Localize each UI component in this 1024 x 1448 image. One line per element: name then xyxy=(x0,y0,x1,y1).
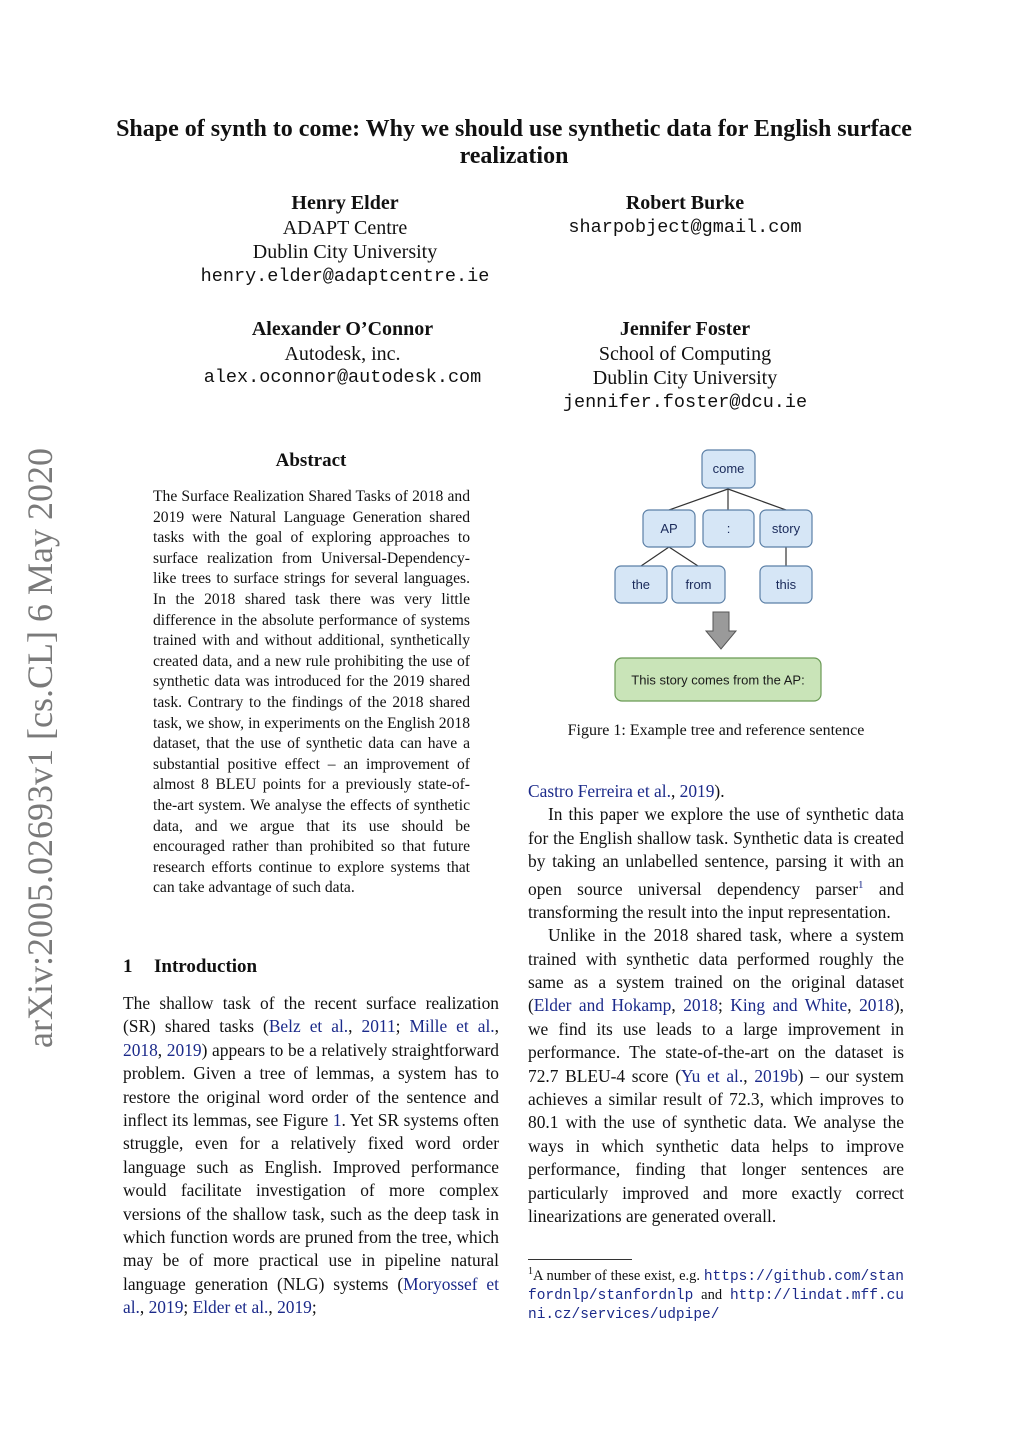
node-label: : xyxy=(726,521,731,536)
text-run: ; xyxy=(183,1297,193,1318)
tree-node-colon xyxy=(703,510,754,547)
text-run: ; xyxy=(717,995,731,1016)
footnote-ref-link[interactable]: 1 xyxy=(858,878,864,891)
figure-1-tree-diagram xyxy=(605,446,845,706)
author-affiliation: ADAPT Centre xyxy=(282,216,408,239)
author-affiliation: School of Computing xyxy=(598,342,772,365)
author-block-jennifer-foster xyxy=(540,317,830,415)
citation-year-link[interactable]: 2018 xyxy=(123,1039,158,1060)
tree-node-ap xyxy=(643,510,695,547)
citation-year-link[interactable]: 2018 xyxy=(683,995,718,1016)
text-run: , xyxy=(847,995,860,1016)
text-run: ; xyxy=(395,1016,410,1037)
text-run: The shallow task of the recent surface realization (SR) shared tasks ( xyxy=(123,993,499,1037)
continued-citation-line xyxy=(528,780,904,803)
citation-link[interactable]: Belz et al. xyxy=(268,1016,349,1037)
text-run: ), we find its use leads to a large improvement in performance. The state-of-the-art on the dataset is 72.7 BLEU-4 score ( xyxy=(528,995,905,1086)
section-number: 1 xyxy=(123,956,133,977)
node-label: this xyxy=(775,577,797,592)
arxiv-stamp: arXiv:2005.02693v1 [cs.CL] 6 May 2020 xyxy=(20,448,60,1048)
author-affiliation: Dublin City University xyxy=(252,241,438,263)
author-name: Jennifer Foster xyxy=(619,318,751,340)
output-sentence-label: This story comes from the AP: xyxy=(631,672,805,688)
citation-link[interactable]: Castro Ferreira et al. xyxy=(528,781,671,801)
footnote xyxy=(528,1263,904,1324)
citation-link[interactable]: Mille et al. xyxy=(409,1016,495,1037)
paper-title: Shape of synth to come: Why we should use synthetic data for English surface realization xyxy=(116,116,912,169)
text-run: . Yet SR systems often struggle, even for a relatively fixed word order language such as English. Improved performance would facilitate investigation of more complex versions of the shallow task, such as the deep task in which function words are pruned from the tree, which may be of more practical use in pipeline natural language generation (NLG) systems ( xyxy=(123,1110,499,1294)
footnote-text: A number of these exist, e.g. xyxy=(533,1267,704,1284)
author-affiliation: Autodesk, inc. xyxy=(284,342,401,365)
paragraph xyxy=(528,924,904,1228)
node-label: from xyxy=(685,577,712,592)
text-run: , xyxy=(139,1297,149,1318)
text-run: , xyxy=(348,1016,362,1037)
figure-caption: Figure 1: Example tree and reference sentence xyxy=(567,722,865,739)
text-run: , xyxy=(157,1039,167,1060)
citation-year-link[interactable]: 2019 xyxy=(148,1297,184,1318)
text-run: , xyxy=(494,1016,499,1037)
figure-ref-link[interactable]: 1 xyxy=(332,1110,342,1131)
author-affiliation: Dublin City University xyxy=(592,367,778,389)
text-run: , xyxy=(671,995,684,1016)
abstract-heading: Abstract xyxy=(275,450,347,471)
citation-link[interactable]: King and White xyxy=(730,995,848,1016)
section-title: Introduction xyxy=(154,956,258,977)
text-run: Unlike in the 2018 shared task, where a system trained with synthetic data performed roughly the same as a system trained on the original dataset ( xyxy=(528,925,904,1016)
author-name: Alexander O’Connor xyxy=(251,318,434,340)
section-heading-introduction xyxy=(123,956,499,978)
author-block-alexander-oconnor xyxy=(170,317,515,391)
text-run: ) appears to be a relatively straightforward problem. Given a tree of lemmas, a system has to restore the original word order of the sentence and inflect its lemmas, see Figure xyxy=(123,1039,499,1131)
citation-year-link[interactable]: 2019 xyxy=(277,1297,312,1318)
text-run: ) – our system achieves a similar result of 72.3, which improves to 80.1 with the use of synthetic data. We analyse the ways in which synthetic data helps to improve performance, finding that longer sentences are particularly improved and more exactly correct linearizations are generated overall. xyxy=(528,1065,904,1227)
text-run: , xyxy=(268,1297,278,1318)
author-email[interactable]: jennifer.foster@dcu.ie xyxy=(562,391,808,413)
right-column-text xyxy=(528,780,904,1229)
author-email[interactable]: sharpobject@gmail.com xyxy=(568,216,802,238)
intro-paragraph xyxy=(123,992,499,1320)
citation-link[interactable]: Elder et al. xyxy=(192,1297,269,1318)
citation-year-link[interactable]: 2019 xyxy=(679,781,715,801)
text-run: ; xyxy=(311,1297,317,1318)
paragraph xyxy=(528,803,904,924)
node-label: come xyxy=(712,461,745,476)
node-label: story xyxy=(771,521,801,536)
citation-year-link[interactable]: 2011 xyxy=(361,1016,396,1037)
citation-link[interactable]: Yu et al. xyxy=(681,1065,744,1086)
text-run: In this paper we explore the use of synthetic data for the English shallow task. Synthetic data is created by taking an unlabelled sentence, parsing it with an open source universal dependency parser xyxy=(528,804,904,899)
author-block-robert-burke xyxy=(540,191,830,240)
text-run: and transforming the result into the input representation. xyxy=(528,878,904,922)
tree-edge xyxy=(728,489,786,510)
citation-year-link[interactable]: 2018 xyxy=(859,995,894,1016)
down-arrow-icon xyxy=(706,612,736,649)
author-name: Henry Elder xyxy=(291,192,399,214)
author-name: Robert Burke xyxy=(625,192,745,214)
footnote-divider xyxy=(528,1259,632,1260)
tree-edge xyxy=(669,547,698,566)
footnote-url-link[interactable]: http://lindat.mff.cuni.cz/services/udpipe/ xyxy=(528,1287,904,1323)
citation-link[interactable]: Moryossef et al. xyxy=(123,1273,499,1318)
author-block-henry-elder xyxy=(170,191,520,289)
tree-node-the xyxy=(615,566,667,603)
tree-node-story xyxy=(760,510,812,547)
footnote-mark: 1 xyxy=(528,1266,533,1277)
tree-edge xyxy=(669,489,728,510)
footnote-url-link[interactable]: https://github.com/stanfordnlp/stanfordnlp xyxy=(528,1268,904,1304)
abstract-text: The Surface Realization Shared Tasks of 2018 and 2019 were Natural Language Generation shared tasks with the goal of exploring approaches to surface realization from Universal-Dependency-like trees to surface strings for several languages. In the 2018 shared task there was very little difference in the absolute performance of systems trained with and without additional, synthetically created data, and a new rule prohibiting the use of synthetic data was introduced for the 2019 shared task. Contrary to the findings of the 2018 shared task, we show, in experiments on the English 2018 dataset, that the use of synthetic data can have a substantial positive effect – an improvement of almost 8 BLEU points for a previously state-of-the-art system. We analyse the effects of synthetic data, and we argue that its use should be encouraged rather than prohibited so that future research efforts continue to explore systems that can take advantage of such data. xyxy=(153,488,470,897)
tree-edge xyxy=(641,547,669,566)
output-sentence-box xyxy=(615,658,821,701)
footnote-text: and xyxy=(693,1286,730,1303)
node-label: AP xyxy=(660,521,678,536)
text-run: , xyxy=(743,1065,755,1086)
tree-node-this xyxy=(760,566,812,603)
citation-link[interactable]: Elder and Hokamp xyxy=(533,995,672,1016)
citation-year-link[interactable]: 2019b xyxy=(754,1065,798,1086)
node-label: the xyxy=(631,577,651,592)
tree-node-root xyxy=(702,450,755,488)
tree-node-from xyxy=(672,566,725,603)
citation-year-link[interactable]: 2019 xyxy=(166,1039,202,1060)
text-run: ). xyxy=(714,781,725,801)
text-run: , xyxy=(670,781,680,801)
author-email[interactable]: henry.elder@adaptcentre.ie xyxy=(200,265,490,287)
author-email[interactable]: alex.oconnor@autodesk.com xyxy=(203,367,482,388)
